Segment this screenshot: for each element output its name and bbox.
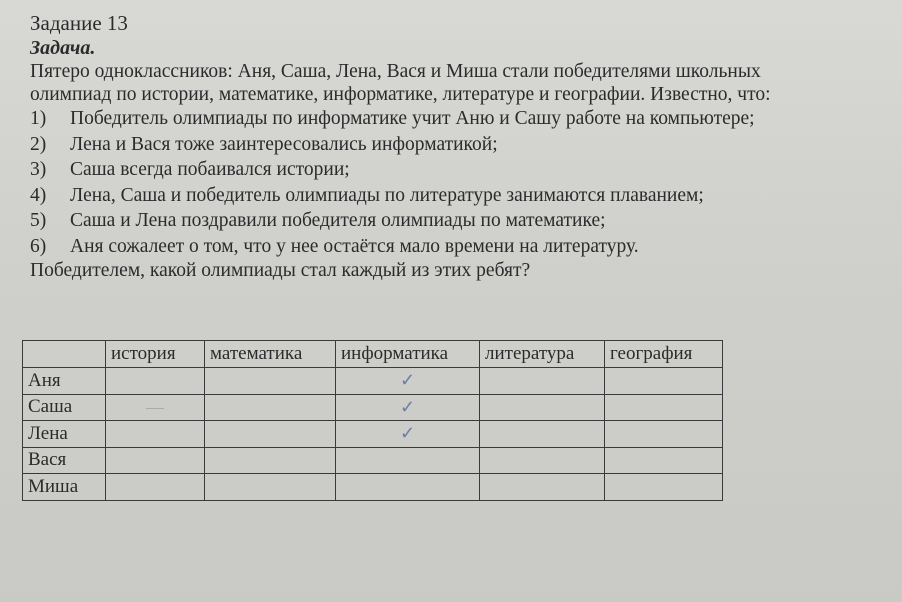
task-number: Задание 13 [30, 11, 128, 35]
condition-item [30, 132, 890, 158]
table-cell[interactable] [605, 394, 723, 421]
task-document [30, 10, 890, 283]
table-cell[interactable] [106, 368, 205, 395]
task-heading: Задача. [30, 37, 96, 59]
condition-item [30, 106, 890, 132]
table-cell[interactable] [605, 421, 723, 448]
check-mark-cell[interactable]: ✓ [336, 394, 480, 421]
table-row [23, 368, 723, 395]
condition-text: Аня сожалеет о том, что у нее остаётся мало времени на литературу. [70, 235, 639, 257]
dash-mark-cell[interactable]: — [106, 394, 205, 421]
table-row [23, 447, 723, 474]
table-cell[interactable] [205, 394, 336, 421]
column-header-geography: география [605, 341, 723, 368]
condition-text: Лена и Вася тоже заинтересовались информатикой; [70, 133, 498, 155]
table-cell[interactable] [480, 447, 605, 474]
table-cell[interactable] [480, 368, 605, 395]
condition-item [30, 183, 890, 209]
column-header-informatics: информатика [336, 341, 480, 368]
table-cell[interactable] [480, 421, 605, 448]
table-cell[interactable] [480, 394, 605, 421]
answer-table [22, 340, 723, 501]
table-header-row [23, 341, 723, 368]
table-cell[interactable] [205, 368, 336, 395]
condition-number: 5) [30, 210, 47, 231]
table-cell[interactable] [480, 474, 605, 501]
row-name: Аня [23, 368, 106, 395]
condition-text: Лена, Саша и победитель олимпиады по литературе занимаются плаванием; [70, 184, 704, 206]
conditions-list [30, 106, 890, 259]
table-cell[interactable] [605, 474, 723, 501]
table-cell[interactable] [106, 447, 205, 474]
condition-item [30, 234, 890, 260]
table-cell[interactable] [205, 421, 336, 448]
corner-cell [23, 341, 106, 368]
table-cell[interactable] [205, 474, 336, 501]
intro-line-1: Пятеро одноклассников: Аня, Саша, Лена, Вася и Миша стали победителями школьных [30, 61, 761, 82]
table-cell[interactable] [106, 474, 205, 501]
table-row [23, 421, 723, 448]
table-cell[interactable] [336, 474, 480, 501]
condition-number: 6) [30, 235, 47, 257]
condition-text: Саша всегда побаивался истории; [70, 159, 350, 180]
column-header-history: история [106, 341, 205, 368]
table-row [23, 474, 723, 501]
column-header-literature: литература [480, 341, 605, 368]
question-text: Победителем, какой олимпиады стал каждый из этих ребят? [30, 260, 531, 281]
table-cell[interactable] [106, 421, 205, 448]
condition-item [30, 157, 890, 183]
condition-number: 2) [30, 133, 47, 155]
row-name: Вася [23, 447, 106, 474]
condition-number: 3) [30, 159, 47, 180]
column-header-math: математика [205, 341, 336, 368]
table-cell[interactable] [336, 447, 480, 474]
condition-number: 4) [30, 184, 47, 206]
condition-text: Победитель олимпиады по информатике учит Аню и Сашу работе на компьютере; [70, 108, 755, 129]
row-name: Лена [23, 421, 106, 448]
condition-item [30, 208, 890, 234]
intro-line-2: олимпиад по истории, математике, информатике, литературе и географии. Известно, что: [30, 84, 771, 105]
condition-number: 1) [30, 108, 47, 129]
row-name: Миша [23, 474, 106, 501]
condition-text: Саша и Лена поздравили победителя олимпиады по математике; [70, 210, 606, 231]
table-cell[interactable] [205, 447, 336, 474]
table-cell[interactable] [605, 447, 723, 474]
table-row [23, 394, 723, 421]
row-name: Саша [23, 394, 106, 421]
check-mark-cell[interactable]: ✓ [336, 368, 480, 395]
check-mark-cell[interactable]: ✓ [336, 421, 480, 448]
table-cell[interactable] [605, 368, 723, 395]
